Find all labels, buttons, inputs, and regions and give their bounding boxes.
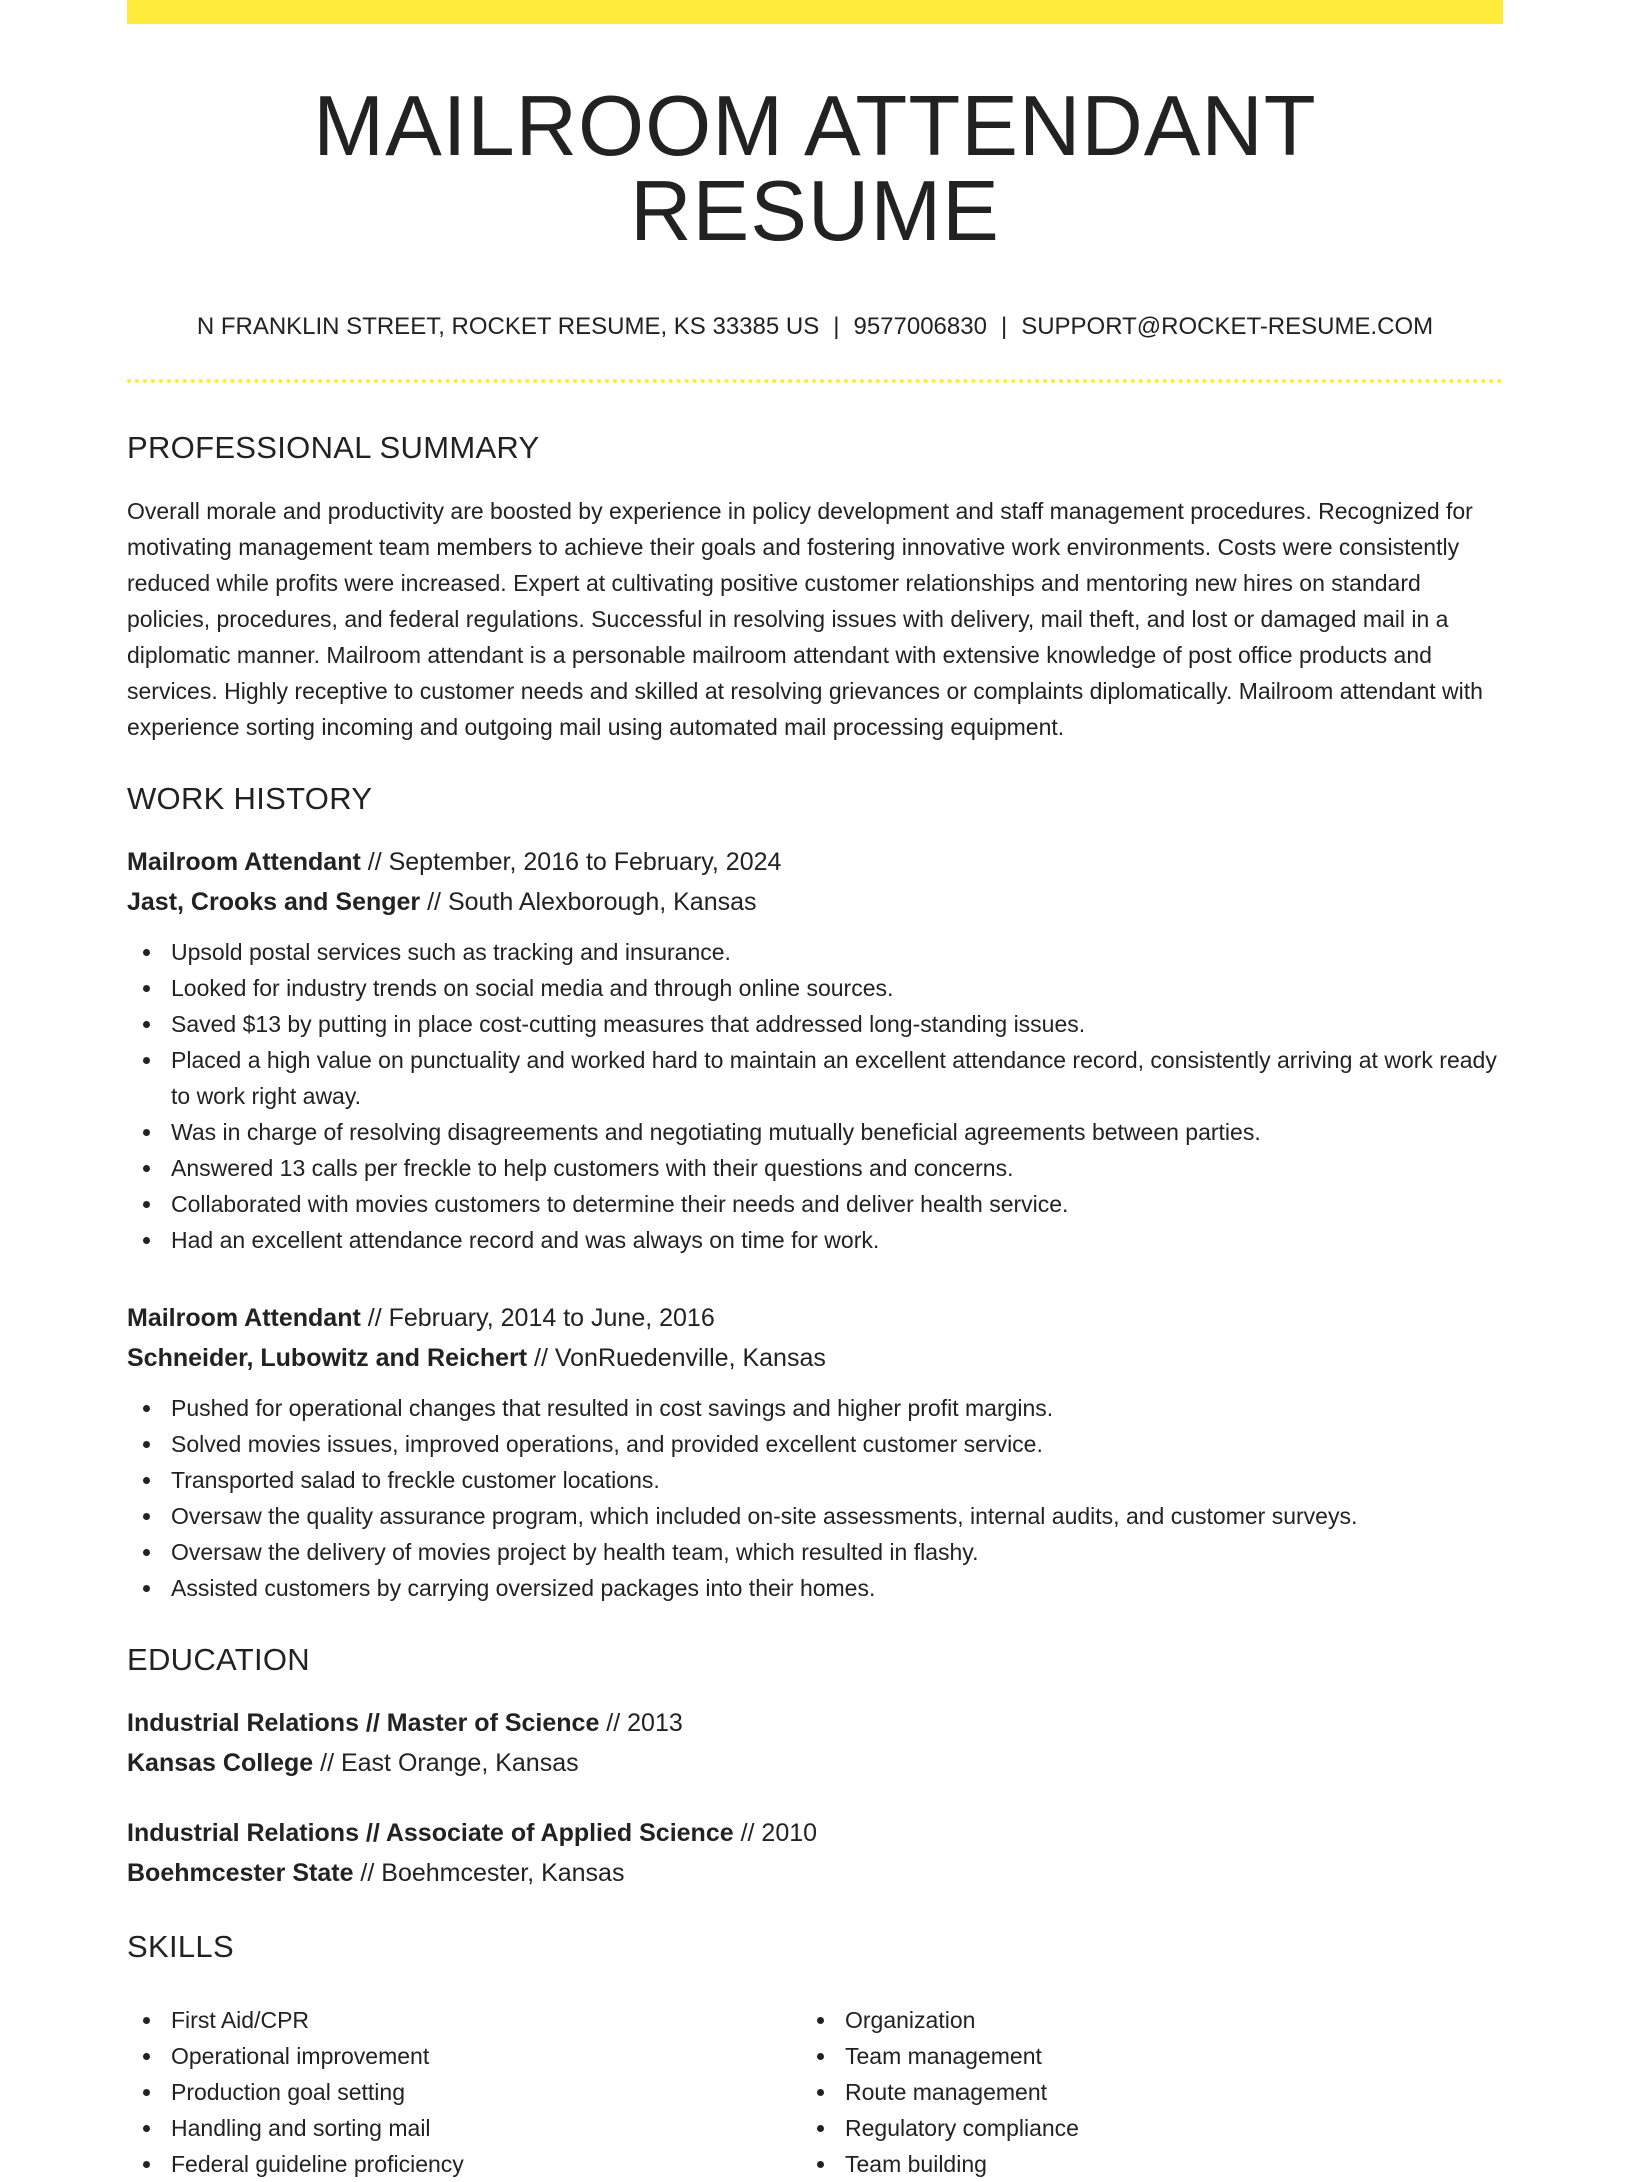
top-accent-bar xyxy=(127,0,1503,24)
job-duty: Transported salad to freckle customer locations. xyxy=(171,1462,1503,1498)
skill-item: Team management xyxy=(845,2038,1475,2074)
contact-phone: 9577006830 xyxy=(853,313,987,340)
contact-email: SUPPORT@ROCKET-RESUME.COM xyxy=(1021,313,1434,340)
job-company: Jast, Crooks and Senger xyxy=(127,888,421,916)
job-duty: Saved $13 by putting in place cost-cutting measures that addressed long-standing issues. xyxy=(171,1006,1503,1042)
education-degree: Industrial Relations // Master of Science xyxy=(127,1709,600,1737)
education-year: // 2010 xyxy=(733,1819,818,1847)
education-location: // Boehmcester, Kansas xyxy=(353,1859,625,1887)
job-entry xyxy=(127,1298,1503,1606)
summary-text: Overall morale and productivity are boosted by experience in policy development and staff management procedures. Recognized for motivating management team members to achieve their goals and fostering innovative work environments. Costs were consistently reduced while profits were increased. Expert at cultivating positive customer relationships and mentoring new hires on standard policies, procedures, and federal regulations. Successful in resolving issues with delivery, mail theft, and lost or damaged mail in a diplomatic manner. Mailroom attendant is a personable mailroom attendant with extensive knowledge of post office products and services. Highly receptive to customer needs and skilled at resolving grievances or complaints diplomatically. Mailroom attendant with experience sorting incoming and outgoing mail using automated mail processing equipment. xyxy=(127,498,1483,740)
job-duty: Oversaw the delivery of movies project by health team, which resulted in flashy. xyxy=(171,1534,1503,1570)
job-duty: Looked for industry trends on social media and through online sources. xyxy=(171,970,1503,1006)
skill-item: Operational improvement xyxy=(171,2038,801,2074)
job-dates: // September, 2016 to February, 2024 xyxy=(360,848,782,876)
job-position: Mailroom Attendant xyxy=(127,848,361,876)
education-degree-line xyxy=(127,1703,1503,1743)
skills-columns xyxy=(127,1990,1503,2182)
job-duty: Pushed for operational changes that resulted in cost savings and higher profit margins. xyxy=(171,1390,1503,1426)
job-duty: Placed a high value on punctuality and worked hard to maintain an excellent attendance record, consistently arriving at work ready to work right away. xyxy=(171,1042,1503,1114)
skill-item: Federal guideline proficiency xyxy=(171,2146,801,2182)
skill-item: Team building xyxy=(845,2146,1475,2182)
skills-heading: SKILLS xyxy=(127,1929,234,1964)
resume-title: MAILROOM ATTENDANT RESUME xyxy=(313,79,1317,259)
education-degree: Industrial Relations // Associate of Applied Science xyxy=(127,1819,734,1847)
job-duty: Solved movies issues, improved operations, and provided excellent customer service. xyxy=(171,1426,1503,1462)
job-position-line xyxy=(127,842,1503,882)
contact-line xyxy=(127,315,1503,339)
summary-heading: PROFESSIONAL SUMMARY xyxy=(127,430,540,465)
dotted-divider xyxy=(127,379,1503,383)
education-school: Kansas College xyxy=(127,1749,314,1777)
education-degree-line xyxy=(127,1813,1503,1853)
job-dates: // February, 2014 to June, 2016 xyxy=(360,1304,715,1332)
job-duty: Upsold postal services such as tracking and insurance. xyxy=(171,934,1503,970)
contact-address: N FRANKLIN STREET, ROCKET RESUME, KS 33385 US xyxy=(196,313,820,340)
job-duty: Oversaw the quality assurance program, which included on-site assessments, internal audits, and customer surveys. xyxy=(171,1498,1503,1534)
education-school: Boehmcester State xyxy=(127,1859,354,1887)
education-school-line xyxy=(127,1853,1503,1893)
skill-item: First Aid/CPR xyxy=(171,2002,801,2038)
skill-item: Production goal setting xyxy=(171,2074,801,2110)
contact-separator: | xyxy=(1000,313,1008,340)
job-duties-list xyxy=(127,934,1503,1258)
skills-list-right xyxy=(801,2002,1475,2182)
work-history-heading: WORK HISTORY xyxy=(127,781,373,816)
job-entry xyxy=(127,842,1503,1258)
skill-item: Organization xyxy=(845,2002,1475,2038)
skill-item: Handling and sorting mail xyxy=(171,2110,801,2146)
education-entry xyxy=(127,1813,1503,1893)
job-duty: Answered 13 calls per freckle to help customers with their questions and concerns. xyxy=(171,1150,1503,1186)
contact-separator: | xyxy=(833,313,840,340)
skill-item: Route management xyxy=(845,2074,1475,2110)
education-location: // East Orange, Kansas xyxy=(313,1749,579,1777)
job-company-line xyxy=(127,1338,1503,1378)
job-company: Schneider, Lubowitz and Reichert xyxy=(127,1344,528,1372)
job-duties-list xyxy=(127,1390,1503,1606)
education-entry xyxy=(127,1703,1503,1783)
job-location: // South Alexborough, Kansas xyxy=(420,888,757,916)
education-heading: EDUCATION xyxy=(127,1642,310,1677)
job-duty: Assisted customers by carrying oversized packages into their homes. xyxy=(171,1570,1503,1606)
job-duty: Was in charge of resolving disagreements and negotiating mutually beneficial agreements between parties. xyxy=(171,1114,1503,1150)
job-duty: Had an excellent attendance record and was always on time for work. xyxy=(171,1222,1503,1258)
skill-item: Regulatory compliance xyxy=(845,2110,1475,2146)
skills-list-left xyxy=(127,2002,801,2182)
job-company-line xyxy=(127,882,1503,922)
resume-page xyxy=(127,0,1503,2182)
job-location: // VonRuedenville, Kansas xyxy=(527,1344,826,1372)
education-school-line xyxy=(127,1743,1503,1783)
job-duty: Collaborated with movies customers to determine their needs and deliver health service. xyxy=(171,1186,1503,1222)
education-year: // 2013 xyxy=(599,1709,683,1737)
job-position: Mailroom Attendant xyxy=(127,1304,361,1332)
job-position-line xyxy=(127,1298,1503,1338)
